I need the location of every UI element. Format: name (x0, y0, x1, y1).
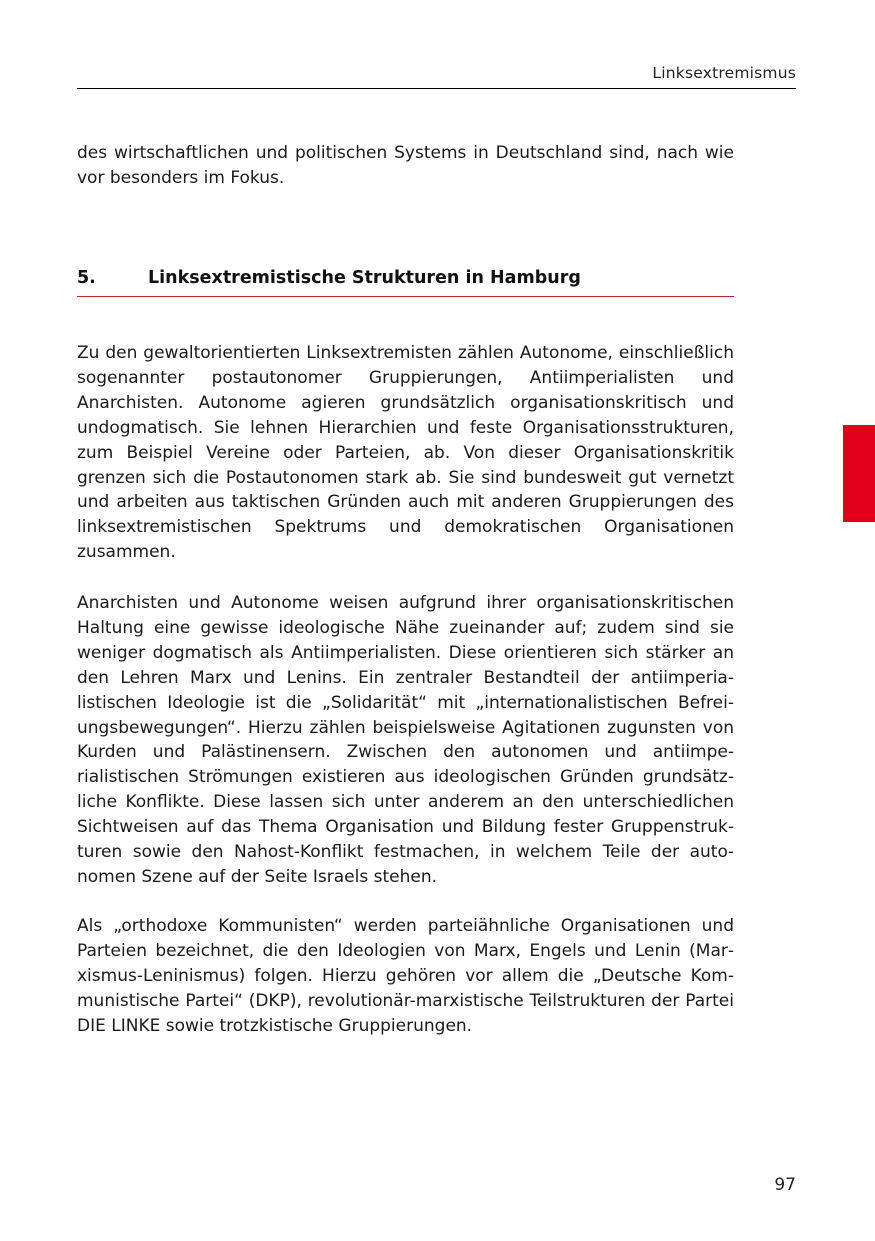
page-number: 97 (774, 1175, 796, 1195)
section-number: 5. (77, 268, 96, 288)
intro-paragraph: des wirtschaftlichen und politischen Systems in Deutschland sind, nach wie vor besonders im Fokus. (77, 143, 734, 188)
section-title: Linksextremistische Strukturen in Hamburg (148, 268, 581, 288)
section-heading (77, 266, 734, 290)
chapter-thumb-tab (843, 425, 875, 522)
section-divider (77, 296, 734, 297)
paragraph-anarchisten: Anarchisten und Autonome weisen aufgrund ihrer organisationskritischen Haltung eine gewisse ideologische Nähe zueinander auf; zudem sind sie weniger dogmatisch als Antiimperialisten. Diese orientieren sich stärker an den Lehren Marx und Lenins. Ein zentraler Bestandteil der antiimperialistischen Ideologie ist die „Solidarität“ mit „internationalistischen Befreiungsbewegungen“. Hierzu zählen beispielsweise Agitationen zugunsten von Kurden und Palästinensern. Zwischen den autonomen und antiimperialistischen Strömungen existieren aus ideologischen Gründen grundsätzliche Konflikte. Diese lassen sich unter anderem an den unterschiedlichen Sichtweisen auf das Thema Organisation und Bildung fester Gruppenstrukturen sowie den Nahost-Konflikt festmachen, in welchem Teile der autonomen Szene auf der Seite Israels stehen. (77, 593, 734, 887)
paragraph-autonome: Zu den gewaltorientierten Linksextremisten zählen Autonome, einschließlich sogenannter postautonomer Gruppierungen, Antiimperialisten und Anarchisten. Autonome agieren grundsätzlich organisationskritisch und undogmatisch. Sie lehnen Hierarchien und feste Organisationsstrukturen, zum Beispiel Vereine oder Parteien, ab. Von dieser Organisationskritik grenzen sich die Postautonomen stark ab. Sie sind bundesweit gut vernetzt und arbeiten aus taktischen Gründen auch mit anderen Gruppierungen des linksextremistischen Spektrums und demokratischen Organisationen zusammen. (77, 343, 734, 563)
paragraph-kommunisten: Als „orthodoxe Kommunisten“ werden parteiähnliche Organisationen und Parteien bezeichnet, die den Ideologien von Marx, Engels und Lenin (Marxismus-Leninismus) folgen. Hierzu gehören vor allem die „Deutsche Kommunistische Partei“ (DKP), revolutionär-marxistische Teilstrukturen der Partei DIE LINKE sowie trotzkistische Gruppierungen. (77, 916, 734, 1036)
running-header-title: Linksextremismus (652, 64, 796, 82)
header-divider (77, 88, 796, 89)
